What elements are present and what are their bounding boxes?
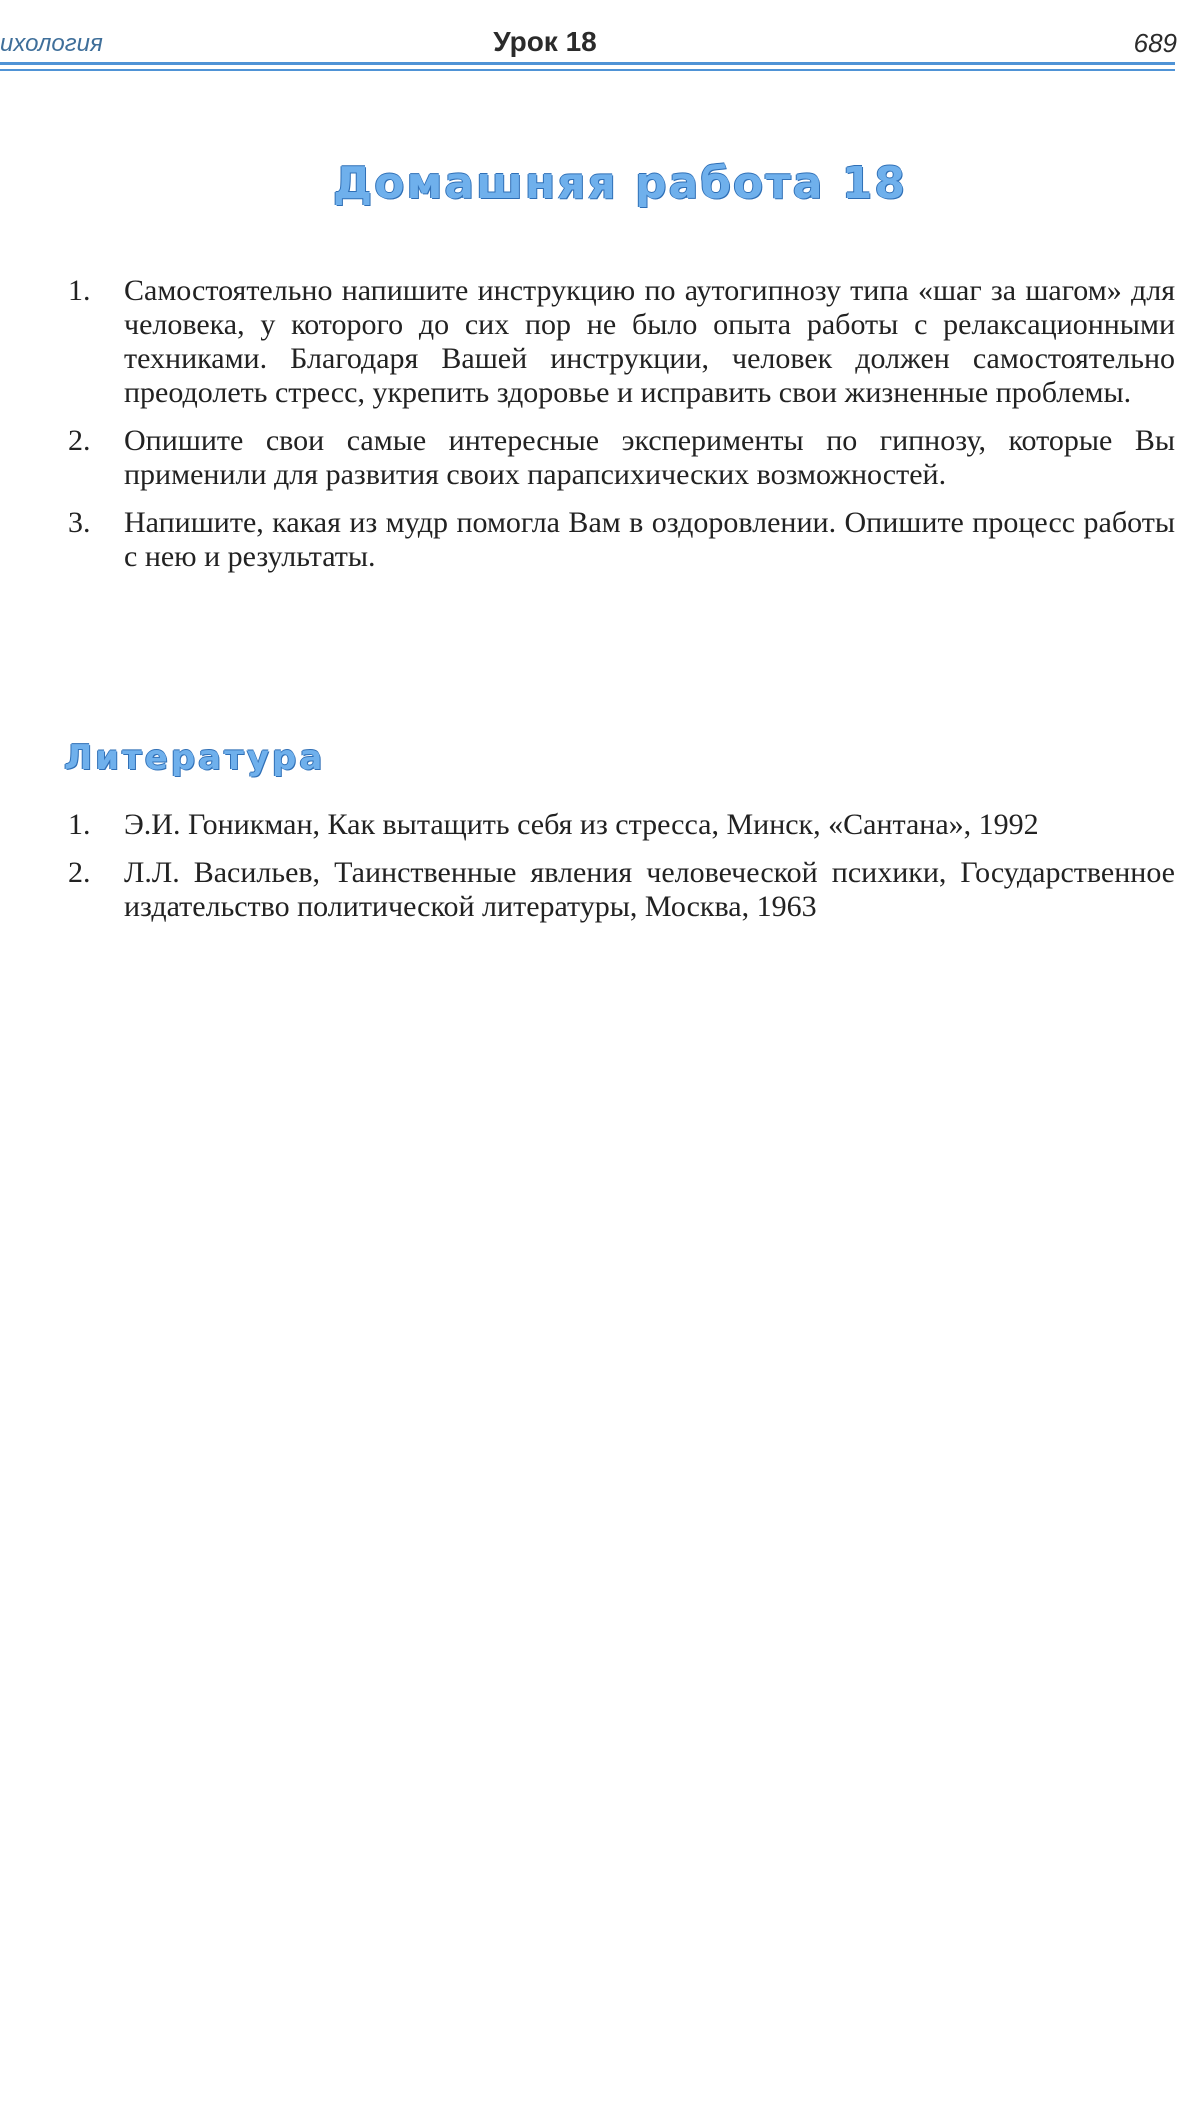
list-item-number: 2. [68,856,91,889]
list-item-text: Э.И. Гоникман, Как вытащить себя из стресса, Минск, «Сантана», 1992 [124,808,1039,841]
list-item [0,424,1175,492]
homework-list [0,274,1175,588]
list-item-text: Напишите, какая из мудр помогла Вам в оздоровлении. Опишите процесс работы с нею и результаты. [124,506,1175,573]
list-item-text: Л.Л. Васильев, Таинственные явления человеческой психики, Государственное издательство политической литературы, Москва, 1963 [124,856,1175,923]
list-item [0,808,1175,842]
list-item-number: 1. [68,808,91,841]
list-item-number: 2. [68,424,91,457]
homework-title: Домашняя работа 18 [333,158,907,209]
list-item [0,274,1175,410]
header-rule-bottom [0,69,1175,71]
page-header [0,0,1197,80]
list-item-text: Самостоятельно напишите инструкцию по аутогипнозу типа «шаг за шагом» для человека, у которого до сих пор не было опыта работы с релаксационными техниками. Благодаря Вашей инструкции, человек должен самостоятельно преодолеть стресс, укрепить здоровье и исправить свои жизненные проблемы. [124,274,1175,409]
list-item-number: 1. [68,274,91,307]
list-item-number: 3. [68,506,91,539]
literature-title: Литература [64,738,326,778]
running-head-lesson: Урок 18 [493,26,597,57]
header-rule-top [0,62,1175,65]
list-item [0,856,1175,924]
list-item-text: Опишите свои самые интересные эксперименты по гипнозу, которые Вы применили для развития своих парапсихических возможностей. [124,424,1175,491]
page-number: 689 [1133,28,1177,58]
list-item [0,506,1175,574]
literature-list [0,808,1175,938]
running-head-section: ихология [0,30,103,57]
